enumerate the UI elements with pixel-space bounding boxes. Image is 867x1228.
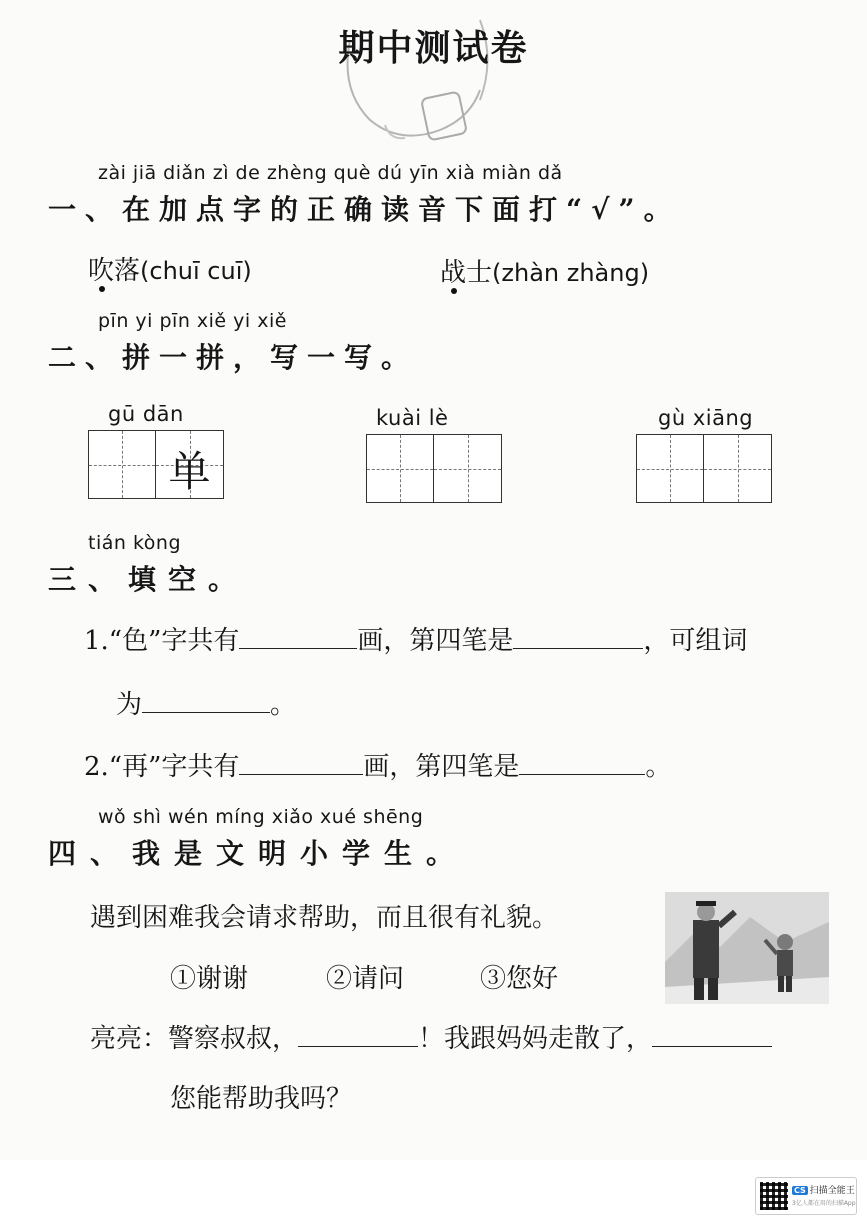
q1-heading: 一、在加点字的正确读音下面打“√”。 — [48, 193, 681, 226]
scanner-logo-icon: CS — [794, 1186, 806, 1195]
police-and-child-illustration — [665, 892, 829, 1004]
writing-cell[interactable] — [434, 435, 501, 502]
writing-cell[interactable] — [89, 431, 156, 498]
q4-dialogue-line-1: 亮亮：警察叔叔， ！我跟妈妈走散了， — [90, 1018, 772, 1055]
emphasis-dot — [451, 288, 457, 294]
q1-item1-options: (chuī cuī) — [140, 257, 252, 285]
q3-item-1-cont: 为 。 — [116, 684, 296, 721]
box1-pinyin: gū dān — [108, 402, 184, 426]
q3-item-2: 2.“再”字共有 画，第四笔是 。 — [84, 746, 671, 783]
scanner-app-subtitle: 3亿人都在用的扫描App — [792, 1200, 856, 1207]
answer-blank[interactable] — [652, 1020, 772, 1047]
q4-option-3[interactable]: ③您好 — [480, 964, 559, 994]
answer-blank[interactable] — [142, 686, 270, 713]
box2-pinyin: kuài lè — [376, 406, 449, 430]
q1-item2-options: (zhàn zhàng) — [492, 259, 650, 287]
q1-item-2 — [440, 252, 649, 289]
scanner-watermark — [755, 1177, 857, 1215]
writing-cell[interactable] — [367, 435, 434, 502]
answer-blank[interactable] — [239, 748, 363, 775]
page-title: 期中测试卷 — [338, 27, 529, 69]
answer-blank[interactable] — [513, 622, 643, 649]
q4-pinyin: wǒ shì wén míng xiǎo xué shēng — [98, 806, 424, 828]
q4-dialogue-line-2: 您能帮助我吗？ — [170, 1084, 353, 1114]
answer-blank[interactable] — [519, 748, 645, 775]
writing-grid-1[interactable] — [88, 430, 224, 499]
qr-code-icon — [760, 1182, 788, 1210]
q1-pinyin: zài jiā diǎn zì de zhèng què dú yīn xià miàn dǎ — [98, 162, 563, 184]
answer-blank[interactable] — [298, 1020, 418, 1047]
q4-option-1[interactable]: ①谢谢 — [170, 964, 249, 994]
writing-cell[interactable] — [156, 431, 223, 498]
box3-pinyin: gù xiāng — [658, 406, 754, 430]
given-character: 单 — [168, 447, 211, 496]
q4-intro: 遇到困难我会请求帮助，而且很有礼貌。 — [90, 903, 559, 933]
answer-blank[interactable] — [239, 622, 357, 649]
emphasis-dot — [99, 286, 105, 292]
q1-item2-word: 战士 — [440, 258, 493, 288]
q3-pinyin: tián kòng — [88, 532, 182, 554]
scanner-app-name: 扫描全能王 — [809, 1186, 855, 1196]
q1-item1-word: 吹落 — [88, 256, 141, 286]
q4-heading: 四、我是文明小学生。 — [48, 837, 469, 870]
writing-cell[interactable] — [637, 435, 704, 502]
q1-item-1 — [88, 250, 252, 287]
q3-item-1: 1.“色”字共有 画，第四笔是 ，可组词 — [84, 620, 747, 657]
page-bottom-margin — [0, 1160, 867, 1228]
q2-heading: 二、拼一拼，写一写。 — [48, 341, 419, 374]
writing-grid-3[interactable] — [636, 434, 772, 503]
q2-pinyin: pīn yi pīn xiě yi xiě — [98, 310, 287, 332]
writing-cell[interactable] — [704, 435, 771, 502]
writing-grid-2[interactable] — [366, 434, 502, 503]
q4-option-2[interactable]: ②请问 — [326, 964, 405, 994]
q3-heading: 三、填空。 — [48, 563, 249, 596]
